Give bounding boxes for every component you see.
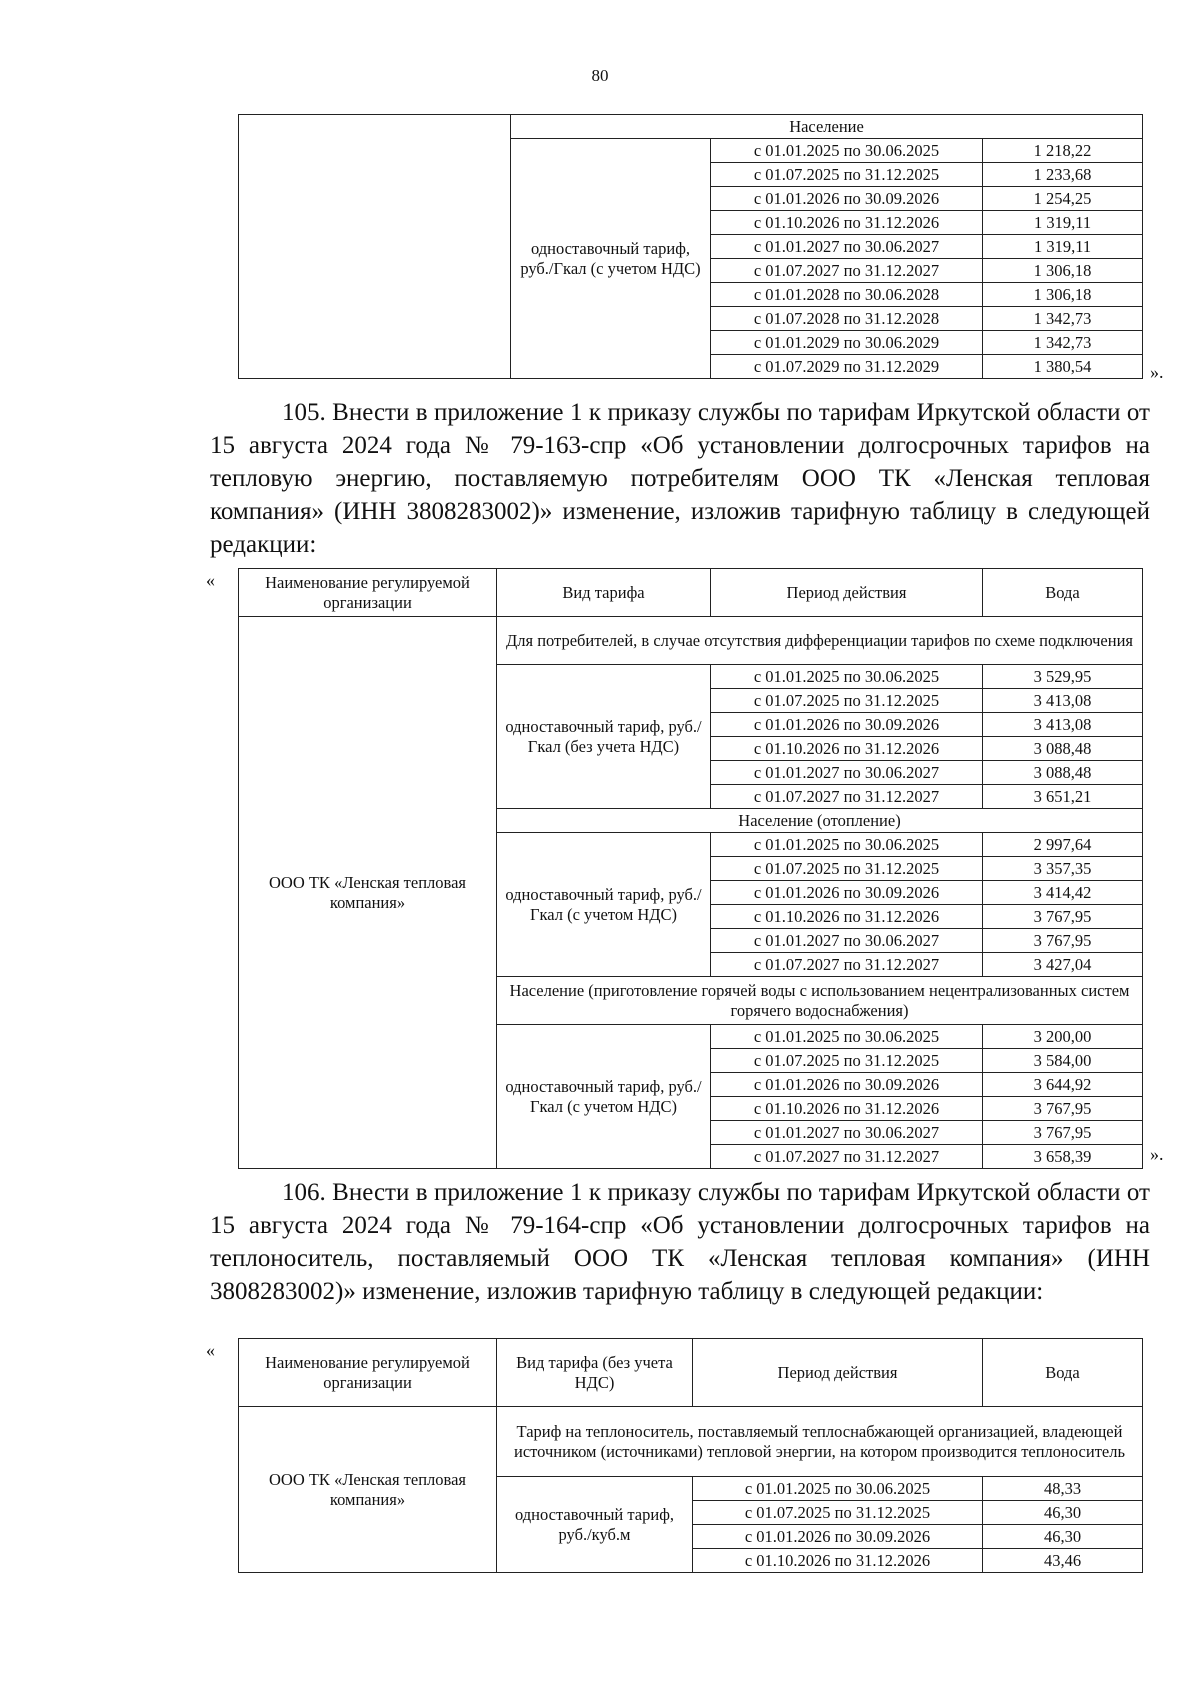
period-cell: с 01.07.2027 по 31.12.2027 bbox=[711, 259, 983, 283]
tariff-table-population-continued bbox=[238, 114, 1143, 379]
group-label: Для потребителей, в случае отсутствия дифференциации тарифов по схеме подключения bbox=[497, 617, 1143, 665]
period-cell: с 01.01.2026 по 30.09.2026 bbox=[693, 1525, 983, 1549]
value-cell: 2 997,64 bbox=[983, 833, 1143, 857]
value-cell: 3 200,00 bbox=[983, 1025, 1143, 1049]
period-cell: с 01.07.2025 по 31.12.2025 bbox=[711, 857, 983, 881]
value-cell: 1 380,54 bbox=[983, 355, 1143, 379]
period-cell: с 01.07.2027 по 31.12.2027 bbox=[711, 953, 983, 977]
group-label: Население (отопление) bbox=[497, 809, 1143, 833]
header-org: Наименование регулируемой организации bbox=[239, 569, 497, 617]
period-cell: с 01.07.2025 по 31.12.2025 bbox=[711, 163, 983, 187]
period-cell: с 01.01.2025 по 30.06.2025 bbox=[711, 1025, 983, 1049]
value-cell: 3 651,21 bbox=[983, 785, 1143, 809]
tariff-type-cell: одноставочный тариф, руб./Гкал (с учетом НДС) bbox=[511, 139, 711, 379]
value-cell: 1 306,18 bbox=[983, 283, 1143, 307]
value-cell: 3 767,95 bbox=[983, 929, 1143, 953]
period-cell: с 01.01.2025 по 30.06.2025 bbox=[711, 139, 983, 163]
period-cell: с 01.01.2025 по 30.06.2025 bbox=[693, 1477, 983, 1501]
value-cell: 3 414,42 bbox=[983, 881, 1143, 905]
value-cell: 1 319,11 bbox=[983, 235, 1143, 259]
value-cell: 48,33 bbox=[983, 1477, 1143, 1501]
table2-closing-quote: ». bbox=[1150, 1144, 1164, 1164]
value-cell: 3 088,48 bbox=[983, 761, 1143, 785]
period-cell: с 01.07.2025 по 31.12.2025 bbox=[693, 1501, 983, 1525]
period-cell: с 01.01.2029 по 30.06.2029 bbox=[711, 331, 983, 355]
period-cell: с 01.07.2027 по 31.12.2027 bbox=[711, 1145, 983, 1169]
period-cell: с 01.10.2026 по 31.12.2026 bbox=[711, 1097, 983, 1121]
period-cell: с 01.01.2026 по 30.09.2026 bbox=[711, 713, 983, 737]
period-cell: с 01.10.2026 по 31.12.2026 bbox=[711, 211, 983, 235]
period-cell: с 01.10.2026 по 31.12.2026 bbox=[711, 905, 983, 929]
period-cell: с 01.10.2026 по 31.12.2026 bbox=[711, 737, 983, 761]
value-cell: 46,30 bbox=[983, 1501, 1143, 1525]
org-name-cell: ООО ТК «Ленская тепловая компания» bbox=[239, 1407, 497, 1573]
value-cell: 1 254,25 bbox=[983, 187, 1143, 211]
header-tariff-type: Вид тарифа (без учета НДС) bbox=[497, 1339, 693, 1407]
value-cell: 3 767,95 bbox=[983, 1121, 1143, 1145]
paragraph-105-text: 105. Внести в приложение 1 к приказу службы по тарифам Иркутской области от 15 августа 2024 года № 79-163-спр «Об установлении долгосрочных тарифов на тепловую энергию, поставляемую потребителям ООО ТК «Ленская тепловая компания» (ИНН 3808283002)» изменение, изложив тарифную таблицу в следующей редакции: bbox=[210, 399, 1150, 558]
period-cell: с 01.10.2026 по 31.12.2026 bbox=[693, 1549, 983, 1573]
value-cell: 3 413,08 bbox=[983, 689, 1143, 713]
value-cell: 1 233,68 bbox=[983, 163, 1143, 187]
value-cell: 3 767,95 bbox=[983, 905, 1143, 929]
table1-closing-quote: ». bbox=[1150, 362, 1164, 382]
value-cell: 43,46 bbox=[983, 1549, 1143, 1573]
period-cell: с 01.01.2026 по 30.09.2026 bbox=[711, 881, 983, 905]
period-cell: с 01.01.2027 по 30.06.2027 bbox=[711, 761, 983, 785]
header-period: Период действия bbox=[693, 1339, 983, 1407]
value-cell: 3 088,48 bbox=[983, 737, 1143, 761]
tariff-type-cell: одноставочный тариф, руб./Гкал (с учетом НДС) bbox=[497, 1025, 711, 1169]
value-cell: 1 342,73 bbox=[983, 307, 1143, 331]
table2-opening-quote: « bbox=[206, 570, 215, 590]
tariff-type-cell: одноставочный тариф, руб./Гкал (без учета НДС) bbox=[497, 665, 711, 809]
value-cell: 3 427,04 bbox=[983, 953, 1143, 977]
tariff-type-cell: одноставочный тариф, руб./Гкал (с учетом НДС) bbox=[497, 833, 711, 977]
value-cell: 3 644,92 bbox=[983, 1073, 1143, 1097]
group-label: Тариф на теплоноситель, поставляемый теплоснабжающей организацией, владеющей источником (источниками) тепловой энергии, на котором производится теплоноситель bbox=[497, 1407, 1143, 1477]
org-name-cell: ООО ТК «Ленская тепловая компания» bbox=[239, 617, 497, 1169]
period-cell: с 01.01.2025 по 30.06.2025 bbox=[711, 833, 983, 857]
period-cell: с 01.07.2027 по 31.12.2027 bbox=[711, 785, 983, 809]
page-number: 80 bbox=[591, 66, 609, 85]
group-label: Население bbox=[511, 115, 1143, 139]
value-cell: 1 342,73 bbox=[983, 331, 1143, 355]
table3-opening-quote: « bbox=[206, 1340, 215, 1360]
paragraph-106-text: 106. Внести в приложение 1 к приказу службы по тарифам Иркутской области от 15 августа 2024 года № 79-164-спр «Об установлении долгосрочных тарифов на теплоноситель, поставляемый ООО ТК «Ленская тепловая компания» (ИНН 3808283002)» изменение, изложив тарифную таблицу в следующей редакции: bbox=[210, 1179, 1150, 1305]
period-cell: с 01.01.2027 по 30.06.2027 bbox=[711, 929, 983, 953]
header-org: Наименование регулируемой организации bbox=[239, 1339, 497, 1407]
period-cell: с 01.01.2026 по 30.09.2026 bbox=[711, 187, 983, 211]
period-cell: с 01.01.2028 по 30.06.2028 bbox=[711, 283, 983, 307]
empty-org-cell bbox=[239, 115, 511, 379]
period-cell: с 01.07.2025 по 31.12.2025 bbox=[711, 1049, 983, 1073]
paragraph-105 bbox=[210, 396, 1150, 561]
header-water: Вода bbox=[983, 569, 1143, 617]
period-cell: с 01.07.2028 по 31.12.2028 bbox=[711, 307, 983, 331]
value-cell: 1 306,18 bbox=[983, 259, 1143, 283]
value-cell: 1 218,22 bbox=[983, 139, 1143, 163]
period-cell: с 01.01.2025 по 30.06.2025 bbox=[711, 665, 983, 689]
value-cell: 3 584,00 bbox=[983, 1049, 1143, 1073]
period-cell: с 01.07.2029 по 31.12.2029 bbox=[711, 355, 983, 379]
tariff-type-cell: одноставочный тариф, руб./куб.м bbox=[497, 1477, 693, 1573]
tariff-table-heat-energy bbox=[238, 568, 1143, 1169]
header-water: Вода bbox=[983, 1339, 1143, 1407]
paragraph-106 bbox=[210, 1176, 1150, 1308]
header-tariff-type: Вид тарифа bbox=[497, 569, 711, 617]
period-cell: с 01.01.2027 по 30.06.2027 bbox=[711, 235, 983, 259]
group-label: Население (приготовление горячей воды с использованием нецентрализованных систем горячего водоснабжения) bbox=[497, 977, 1143, 1025]
value-cell: 3 529,95 bbox=[983, 665, 1143, 689]
value-cell: 46,30 bbox=[983, 1525, 1143, 1549]
value-cell: 3 767,95 bbox=[983, 1097, 1143, 1121]
period-cell: с 01.07.2025 по 31.12.2025 bbox=[711, 689, 983, 713]
period-cell: с 01.01.2026 по 30.09.2026 bbox=[711, 1073, 983, 1097]
header-period: Период действия bbox=[711, 569, 983, 617]
value-cell: 3 658,39 bbox=[983, 1145, 1143, 1169]
value-cell: 3 357,35 bbox=[983, 857, 1143, 881]
value-cell: 3 413,08 bbox=[983, 713, 1143, 737]
period-cell: с 01.01.2027 по 30.06.2027 bbox=[711, 1121, 983, 1145]
tariff-table-heat-carrier bbox=[238, 1338, 1143, 1573]
value-cell: 1 319,11 bbox=[983, 211, 1143, 235]
